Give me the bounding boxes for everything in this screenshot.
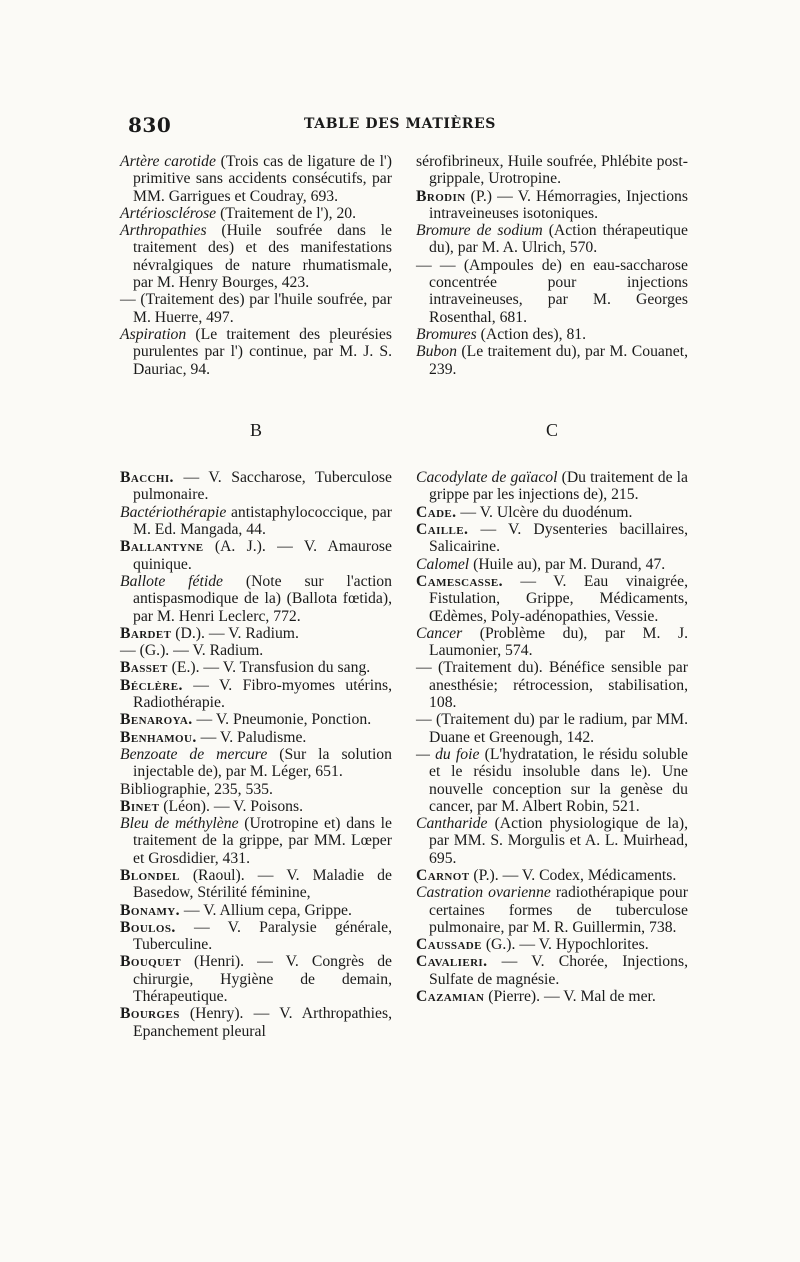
index-entry bbox=[416, 815, 688, 867]
entry-heading: — — bbox=[416, 256, 456, 274]
entry-text: radiothérapique pour certaines formes de tuberculose pulmonaire, par M. R. Guillermin, 738. bbox=[429, 884, 688, 936]
index-entry bbox=[416, 573, 688, 625]
entry-heading: Artériosclérose bbox=[120, 204, 217, 222]
entry-text: (Action thérapeutique du), par M. A. Ulrich, 570. bbox=[429, 222, 688, 257]
index-entry bbox=[416, 521, 688, 556]
entry-heading: Bactériothérapie bbox=[120, 503, 227, 521]
index-entry bbox=[120, 504, 392, 539]
entry-text: (Note sur l'action antispasmodique de la) (Ballota fœtida), par M. Henri Leclerc, 772. bbox=[133, 572, 392, 625]
left-column bbox=[120, 153, 392, 1040]
entry-heading: Bromure de sodium bbox=[416, 222, 543, 240]
entry-heading: Cazamian bbox=[416, 988, 485, 1006]
entry-text: (Huile soufrée dans le traitement des) et des manifestations névralgiques de nature rhumatismale, par M. Henry Bourges, 423. bbox=[133, 222, 392, 292]
entry-heading: Bonamy. bbox=[120, 901, 180, 919]
entry-text: (Traitement du). Bénéfice sensible par anesthésie; rétrocession, stabilisation, 108. bbox=[429, 659, 688, 712]
entry-text: (Ampoules de) en eau-saccharose concentrée pour injections intraveineuses, par M. Georges Rosenthal, 681. bbox=[429, 256, 689, 326]
entry-heading: Ballote fétide bbox=[120, 572, 224, 590]
entry-text: — V. Fibro-myomes utérins, Radiothérapie. bbox=[133, 676, 392, 712]
entry-heading: Bouquet bbox=[120, 953, 181, 971]
entry-heading: Bleu de méthylène bbox=[120, 815, 239, 833]
entry-text: — V. Ulcère du duodénum. bbox=[456, 503, 633, 521]
entry-text: (P.). — V. Codex, Médicaments. bbox=[469, 866, 677, 884]
entry-heading: Béclère. bbox=[120, 676, 183, 694]
entry-text: — V. Paralysie générale, Tuberculine. bbox=[133, 918, 392, 954]
entry-text: (Urotropine et) dans le traitement de la grippe, par MM. Lœper et Grosdidier, 431. bbox=[133, 815, 392, 867]
entry-text: — V. Saccharose, Tuberculose pulmonaire. bbox=[133, 469, 392, 504]
entry-heading: Arthropathies bbox=[120, 222, 207, 240]
index-entry bbox=[416, 988, 688, 1005]
entry-text: — V. Allium cepa, Grippe. bbox=[179, 901, 352, 919]
entry-text: (Traitement des) par l'huile soufrée, par M. Huerre, 497. bbox=[133, 291, 392, 326]
entry-text: (D.). — V. Radium. bbox=[171, 624, 299, 642]
entry-heading: Caille. bbox=[416, 521, 469, 539]
index-entry bbox=[416, 659, 688, 711]
entry-text: (G.). — V. Hypochlorites. bbox=[481, 936, 649, 954]
index-entry bbox=[416, 936, 688, 953]
index-entry bbox=[416, 153, 688, 188]
index-entry bbox=[416, 188, 688, 223]
entry-heading: Carnot bbox=[416, 866, 470, 884]
index-entry bbox=[120, 781, 392, 798]
entry-heading: Ballantyne bbox=[120, 538, 204, 556]
entry-text: (Le traitement des pleurésies purulentes par l') continue, par M. J. S. Dauriac, 94. bbox=[133, 325, 392, 378]
index-entry bbox=[120, 729, 392, 746]
index-entry bbox=[120, 205, 392, 222]
entry-heading: Cancer bbox=[416, 624, 463, 642]
entry-text: (Traitement de l'), 20. bbox=[216, 204, 357, 222]
entry-text: (Henri). — V. Congrès de chirurgie, Hygiène de demain, Thérapeutique. bbox=[133, 953, 392, 1006]
index-entry bbox=[416, 711, 688, 746]
index-entry bbox=[120, 953, 392, 1005]
entry-heading: Camescasse. bbox=[416, 572, 503, 590]
entry-text: — V. Dysenteries bacillaires, Salicairine. bbox=[429, 521, 688, 556]
index-entry bbox=[120, 867, 392, 902]
entry-text: (Action des), 81. bbox=[476, 325, 587, 343]
index-entry bbox=[416, 222, 688, 257]
entry-text: (A. J.). — V. Amaurose quinique. bbox=[133, 538, 392, 573]
index-entry bbox=[416, 746, 688, 815]
index-entry bbox=[120, 677, 392, 712]
entry-text: Bibliographie, 235, 535. bbox=[120, 780, 273, 798]
index-entry bbox=[120, 222, 392, 291]
entry-heading: — du foie bbox=[416, 745, 480, 763]
entry-heading: Bourges bbox=[120, 1005, 180, 1023]
entry-heading: Bromures bbox=[416, 325, 477, 343]
entry-heading: Benaroya. bbox=[120, 711, 193, 729]
entry-text: antistaphylococcique, par M. Ed. Mangada, 44. bbox=[133, 503, 392, 539]
index-entry bbox=[416, 257, 688, 326]
entry-heading: Benzoate de mercure bbox=[120, 745, 268, 763]
index-entry bbox=[120, 573, 392, 625]
entry-heading: Calomel bbox=[416, 555, 470, 573]
index-entry bbox=[416, 625, 688, 660]
index-entry bbox=[120, 711, 392, 728]
entry-text: (Action physiologique de la), par MM. S. Morgulis et A. L. Muirhead, 695. bbox=[429, 815, 688, 867]
entry-heading: — bbox=[120, 291, 136, 309]
index-entry bbox=[120, 469, 392, 504]
entry-heading: Cavalieri. bbox=[416, 953, 488, 971]
entry-text: (Traitement du) par le radium, par MM. Duane et Greenough, 142. bbox=[429, 711, 688, 746]
entry-heading: Artère carotide bbox=[120, 153, 216, 170]
entry-heading: Boulos. bbox=[120, 918, 176, 936]
page-number: 830 bbox=[128, 113, 172, 137]
entry-text: (G.). — V. Radium. bbox=[135, 642, 264, 660]
index-entry bbox=[416, 556, 688, 573]
entry-text: (Henry). — V. Arthropathies, Epanchement pleural bbox=[133, 1005, 392, 1040]
entry-text: (Le traitement du), par M. Couanet, 239. bbox=[429, 343, 688, 378]
entry-heading: Castration ovarienne bbox=[416, 884, 551, 902]
entry-heading: — bbox=[120, 642, 136, 660]
entry-text: sérofibrineux, Huile soufrée, Phlébite post-grippale, Urotropine. bbox=[416, 153, 688, 188]
index-entry bbox=[120, 642, 392, 659]
entry-heading: — bbox=[416, 711, 432, 729]
entry-heading: Bardet bbox=[120, 624, 172, 642]
entry-heading: Cade. bbox=[416, 503, 457, 521]
index-entry bbox=[120, 625, 392, 642]
entry-text: (L'hydratation, le résidu soluble et le résidu insoluble dans le). Une nouvelle conception sur la genèse du cancer, par M. Albert Robin, 521. bbox=[429, 745, 688, 815]
entry-heading: Bubon bbox=[416, 343, 457, 361]
section-letter: C bbox=[545, 419, 558, 440]
entry-text: — V. Pneumonie, Ponction. bbox=[192, 711, 372, 729]
entry-text: (Raoul). — V. Maladie de Basedow, Stérilité féminine, bbox=[133, 866, 392, 902]
entry-heading: Brodin bbox=[416, 187, 466, 205]
index-entry bbox=[416, 469, 688, 504]
entry-text: (Pierre). — V. Mal de mer. bbox=[484, 988, 656, 1006]
section-letter: B bbox=[249, 419, 262, 440]
index-entry bbox=[416, 326, 688, 343]
entry-heading: Cantharide bbox=[416, 815, 488, 833]
index-entry bbox=[416, 884, 688, 936]
index-entry bbox=[120, 746, 392, 781]
entry-text: (P.) — V. Hémorragies, Injections intraveineuses isotoniques. bbox=[429, 187, 688, 222]
entry-heading: Binet bbox=[120, 797, 160, 815]
entry-heading: Caussade bbox=[416, 936, 482, 954]
index-entry bbox=[120, 815, 392, 867]
index-entry bbox=[416, 953, 688, 988]
entry-text: (Problème du), par M. J. Laumonier, 574. bbox=[429, 624, 688, 660]
entry-text: (Du traitement de la grippe par les injections de), 215. bbox=[429, 469, 688, 504]
entry-text: — V. Paludisme. bbox=[196, 728, 307, 746]
index-entry bbox=[416, 504, 688, 521]
entry-text: — V. Chorée, Injections, Sulfate de magnésie. bbox=[429, 953, 688, 988]
index-entry bbox=[120, 659, 392, 676]
entry-heading: Blondel bbox=[120, 866, 180, 884]
entry-text: (Sur la solution injectable de), par M. Léger, 651. bbox=[133, 745, 392, 781]
index-entry bbox=[120, 902, 392, 919]
entry-heading: Benhamou. bbox=[120, 728, 197, 746]
entry-text: (Trois cas de ligature de l') primitive sans accidents consécutifs, par MM. Garrigues et Coudray, 693. bbox=[133, 153, 392, 205]
entry-text: (E.). — V. Transfusion du sang. bbox=[167, 659, 371, 677]
entry-heading: Aspiration bbox=[120, 325, 187, 343]
entry-text: (Léon). — V. Poisons. bbox=[159, 797, 304, 815]
right-column bbox=[416, 153, 688, 1005]
index-entry bbox=[120, 919, 392, 954]
index-entry bbox=[120, 326, 392, 378]
entry-heading: Basset bbox=[120, 659, 168, 677]
entry-text: (Huile au), par M. Durand, 47. bbox=[469, 555, 666, 573]
index-entry bbox=[416, 343, 688, 378]
entry-heading: Bacchi. bbox=[120, 469, 174, 487]
entry-heading: Cacodylate de gaïacol bbox=[416, 469, 558, 487]
index-entry bbox=[120, 153, 392, 205]
index-entry bbox=[416, 867, 688, 884]
running-head: TABLE DES MATIÈRES bbox=[304, 116, 496, 132]
entry-text: — V. Eau vinaigrée, Fistulation, Grippe, Médicaments, Œdèmes, Poly-adénopathies, Vessie. bbox=[429, 572, 688, 625]
index-entry bbox=[120, 1005, 392, 1040]
index-entry bbox=[120, 538, 392, 573]
entry-heading: — bbox=[416, 659, 432, 677]
index-entry bbox=[120, 798, 392, 815]
index-entry bbox=[120, 291, 392, 326]
